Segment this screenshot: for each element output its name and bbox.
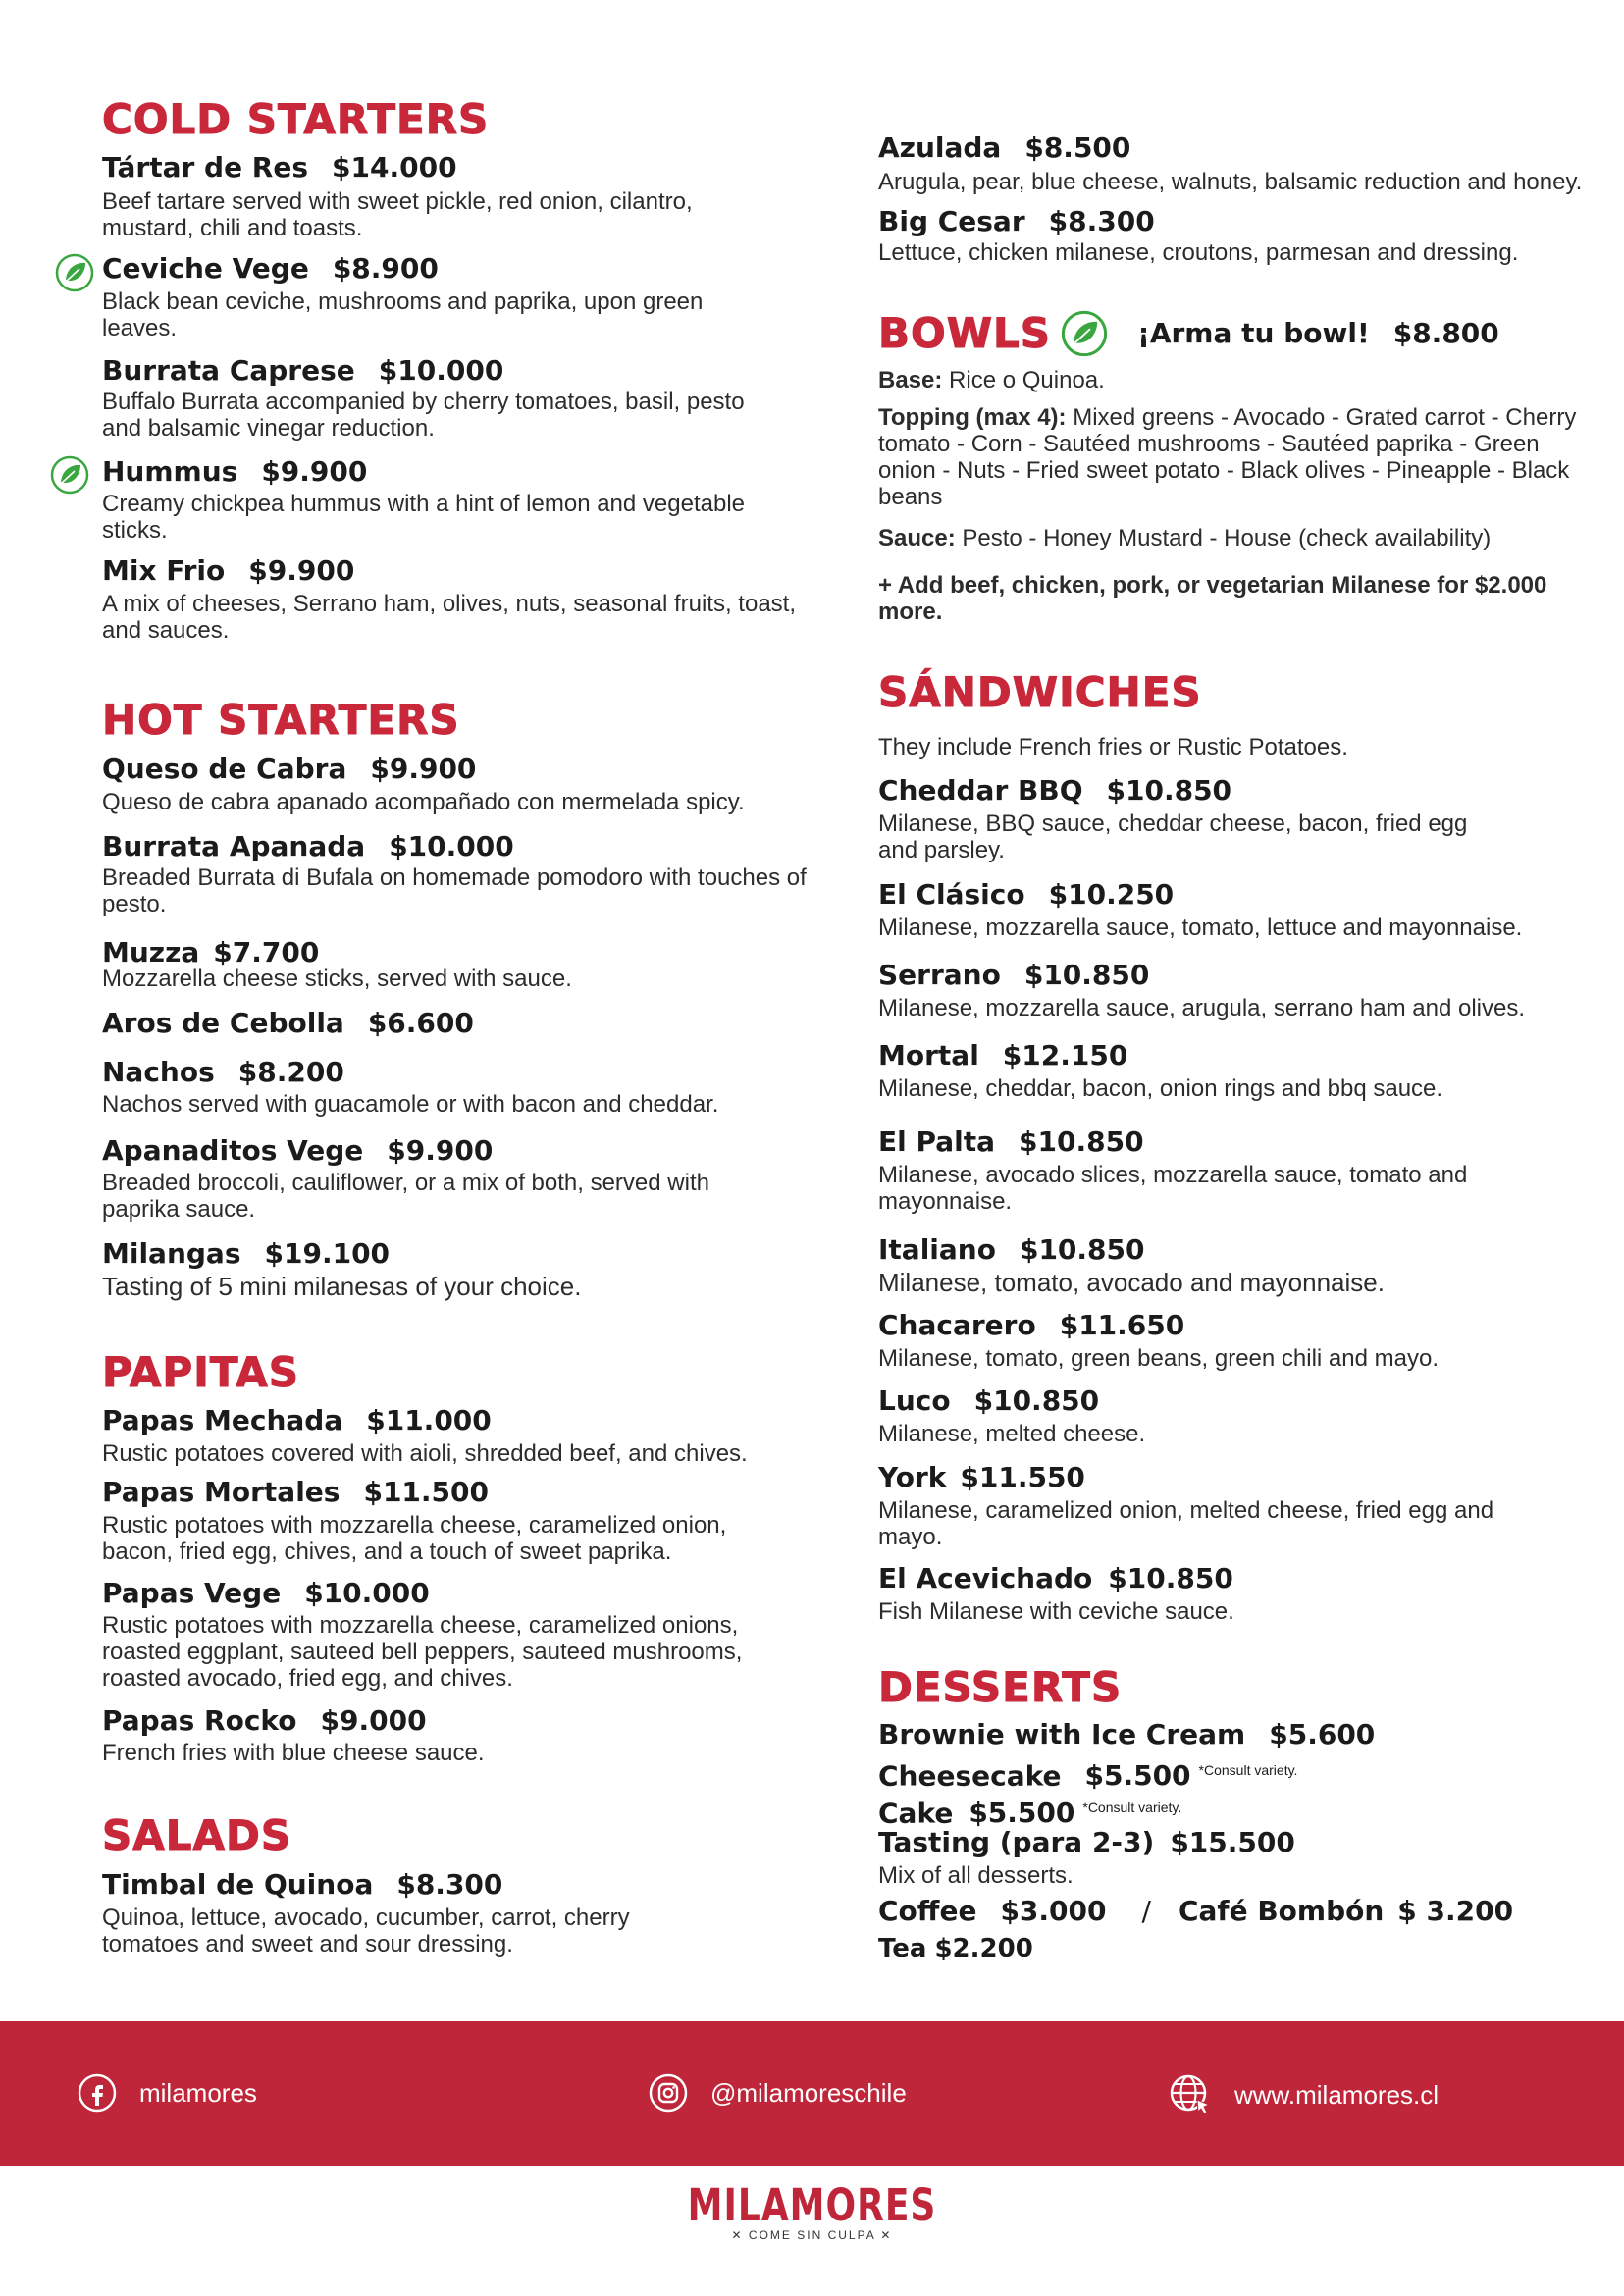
item-note: *Consult variety. — [1082, 1800, 1182, 1815]
item-name: Nachos — [102, 1056, 215, 1088]
item-price: $10.250 — [1048, 878, 1175, 911]
menu-item — [102, 355, 503, 387]
item-name: Papas Rocko — [102, 1704, 297, 1737]
item-description: French fries with blue cheese sauce. — [102, 1740, 485, 1766]
menu-item — [102, 1135, 493, 1167]
item-price: $5.500 — [1084, 1759, 1191, 1793]
sauce-text: Pesto - Honey Mustard - House (check availability) — [962, 525, 1492, 551]
menu-item — [878, 206, 1155, 237]
item-name: Apanaditos Vege — [102, 1134, 364, 1167]
item-price: $19.100 — [264, 1237, 391, 1270]
item-description: Fish Milanese with ceviche sauce. — [878, 1598, 1234, 1625]
base-label: Base: — [878, 367, 943, 393]
item-price: $9.900 — [248, 554, 355, 587]
item-price: $8.200 — [237, 1056, 344, 1088]
item-price: $10.000 — [378, 354, 504, 387]
item-description: Beef tartare served with sweet pickle, red onion, cilantro, mustard, chili and toasts. — [102, 188, 693, 241]
item-price: $10.850 — [1019, 1125, 1144, 1158]
menu-item — [102, 1405, 492, 1436]
dessert-item — [878, 1719, 1375, 1750]
item-price: $10.850 — [973, 1384, 1100, 1417]
item-price: $10.850 — [1019, 1233, 1145, 1266]
dessert-item — [878, 1896, 1513, 1927]
item-name: Queso de Cabra — [102, 753, 347, 785]
bowls-price: $8.800 — [1392, 317, 1499, 349]
item-name: Milangas — [102, 1237, 241, 1270]
item-name: Café Bombón — [1178, 1895, 1385, 1927]
item-description: Mozzarella cheese sticks, served with sauce. — [102, 965, 572, 992]
item-description: Milanese, avocado slices, mozzarella sauce, tomato and mayonnaise. — [878, 1162, 1468, 1215]
facebook-handle: milamores — [139, 2077, 257, 2108]
dessert-item — [878, 1933, 1033, 1964]
item-price: $9.900 — [387, 1134, 494, 1167]
item-price: $10.850 — [1108, 1562, 1233, 1594]
item-price: $9.900 — [370, 753, 477, 785]
item-description: Breaded Burrata di Bufala on homemade pomodoro with touches of pesto. — [102, 864, 807, 917]
menu-item — [102, 831, 514, 862]
item-description: Breaded broccoli, cauliflower, or a mix of both, served with paprika sauce. — [102, 1170, 709, 1223]
item-price: $11.500 — [363, 1476, 489, 1508]
item-name: Papas Vege — [102, 1577, 282, 1609]
item-description: Milanese, melted cheese. — [878, 1421, 1146, 1447]
item-description: Quinoa, lettuce, avocado, cucumber, carrot, cherry tomatoes and sweet and sour dressing. — [102, 1905, 630, 1957]
item-description: Tasting of 5 mini milanesas of your choice. — [102, 1272, 582, 1301]
sandwiches-intro: They include French fries or Rustic Potatoes. — [878, 734, 1348, 760]
item-price: $8.300 — [1048, 205, 1155, 237]
item-name: Italiano — [878, 1233, 996, 1266]
item-name: Cake — [878, 1797, 954, 1830]
item-name: Papas Mortales — [102, 1476, 341, 1508]
instagram-icon — [648, 2072, 689, 2113]
brand-logo — [0, 2180, 1624, 2242]
menu-item — [102, 1057, 344, 1088]
fork-knife-icon: ✕ — [880, 2228, 893, 2242]
website-link[interactable] — [1168, 2072, 1439, 2117]
item-description: Milanese, mozzarella sauce, arugula, serrano ham and olives. — [878, 995, 1526, 1021]
item-price: $10.850 — [1023, 959, 1150, 991]
item-price: $15.500 — [1170, 1826, 1295, 1858]
item-description: Rustic potatoes covered with aioli, shredded beef, and chives. — [102, 1440, 748, 1467]
cold-starters-heading: COLD STARTERS — [102, 95, 490, 143]
item-name: Papas Mechada — [102, 1404, 343, 1436]
menu-item — [102, 1705, 427, 1737]
sandwiches-heading: SÁNDWICHES — [878, 668, 1202, 716]
item-price: $2.200 — [934, 1934, 1033, 1963]
item-price: $5.600 — [1269, 1718, 1376, 1750]
item-description: Milanese, tomato, avocado and mayonnaise. — [878, 1268, 1385, 1297]
salads-heading: SALADS — [102, 1811, 292, 1859]
item-name: Tasting (para 2-3) — [878, 1826, 1155, 1858]
fork-knife-icon: ✕ — [731, 2228, 744, 2242]
item-price: $11.650 — [1059, 1309, 1185, 1341]
bowls-sauce — [878, 525, 1595, 551]
footer-bar — [0, 2021, 1624, 2166]
item-price: $3.000 — [1000, 1895, 1107, 1927]
item-description: Milanese, tomato, green beans, green chili and mayo. — [878, 1345, 1439, 1372]
item-price: $11.000 — [366, 1404, 492, 1436]
item-name: Chacarero — [878, 1309, 1036, 1341]
item-description: Buffalo Burrata accompanied by cherry tomatoes, basil, pesto and balsamic vinegar reduction. — [102, 389, 745, 442]
item-description: Rustic potatoes with mozzarella cheese, caramelized onions, roasted eggplant, sauteed bell peppers, sauteed mushrooms, roasted avocado, fried egg, and chives. — [102, 1612, 743, 1692]
topping-text: Mixed greens - Avocado - Grated carrot - Cherry tomato - Corn - Sautéed mushrooms - Sautéed paprika - Green onion - Nuts - Fried sweet potato - Black olives - Pineapple - Black beans — [878, 404, 1577, 510]
menu-item — [102, 555, 354, 587]
sauce-label: Sauce: — [878, 525, 956, 551]
item-name: Burrata Caprese — [102, 354, 355, 387]
hot-starters-heading: HOT STARTERS — [102, 696, 460, 744]
facebook-icon — [77, 2072, 118, 2113]
item-name: Cheddar BBQ — [878, 774, 1083, 807]
item-name: Hummus — [102, 455, 238, 488]
menu-item — [102, 1869, 502, 1901]
bowls-heading: BOWLS — [878, 309, 1052, 357]
instagram-link[interactable] — [648, 2072, 907, 2113]
item-description: Black bean ceviche, mushrooms and paprika, upon green leaves. — [102, 288, 704, 341]
item-description: Milanese, cheddar, bacon, onion rings and bbq sauce. — [878, 1075, 1443, 1102]
menu-item — [878, 775, 1231, 807]
menu-item — [102, 253, 439, 285]
instagram-handle: @milamoreschile — [710, 2077, 907, 2108]
item-name: Coffee — [878, 1895, 977, 1927]
menu-item — [878, 1462, 1085, 1493]
bowls-topping — [878, 404, 1595, 510]
menu-item — [102, 1008, 474, 1039]
menu-item — [878, 1563, 1233, 1594]
desserts-heading: DESSERTS — [878, 1663, 1123, 1711]
item-name: Tártar de Res — [102, 151, 309, 183]
item-note: *Consult variety. — [1198, 1762, 1298, 1778]
separator: / — [1141, 1895, 1151, 1927]
item-price: $5.500 — [969, 1797, 1075, 1830]
item-name: Burrata Apanada — [102, 830, 366, 862]
globe-icon — [1168, 2072, 1213, 2117]
logo-wordmark: MILAMORES — [687, 2180, 937, 2232]
menu-item — [878, 1385, 1099, 1417]
item-price: $10.000 — [304, 1577, 430, 1609]
topping-label: Topping (max 4): — [878, 404, 1067, 431]
item-description: Lettuce, chicken milanese, croutons, parmesan and dressing. — [878, 239, 1519, 266]
menu-item — [102, 1238, 390, 1270]
item-price: $ 3.200 — [1397, 1895, 1514, 1927]
item-name: Mix Frio — [102, 554, 226, 587]
item-price: $8.500 — [1024, 131, 1131, 164]
menu-item — [878, 960, 1149, 991]
item-description: Rustic potatoes with mozzarella cheese, caramelized onion, bacon, fried egg, chives, and a touch of sweet paprika. — [102, 1512, 727, 1565]
menu-item — [878, 1126, 1144, 1158]
base-text: Rice o Quinoa. — [949, 367, 1105, 393]
item-price: $14.000 — [332, 151, 457, 183]
item-name: Timbal de Quinoa — [102, 1868, 374, 1901]
website-url: www.milamores.cl — [1234, 2079, 1440, 2110]
item-price: $11.550 — [960, 1461, 1085, 1493]
item-description: Milanese, caramelized onion, melted cheese, fried egg and mayo. — [878, 1497, 1494, 1550]
menu-item — [102, 1578, 430, 1609]
item-price: $8.300 — [396, 1868, 503, 1901]
vegan-leaf-icon — [55, 253, 94, 292]
item-name: El Acevichado — [878, 1562, 1093, 1594]
dessert-item — [878, 1754, 1297, 1792]
menu-item — [102, 1477, 489, 1508]
bowls-base — [878, 367, 1595, 393]
bowls-subtitle: ¡Arma tu bowl! — [1137, 317, 1370, 349]
item-name: Cheesecake — [878, 1759, 1062, 1793]
menu-item — [878, 1234, 1145, 1266]
papitas-heading: PAPITAS — [102, 1348, 299, 1396]
item-name: El Clásico — [878, 878, 1025, 911]
item-name: Muzza — [102, 936, 200, 968]
item-description: A mix of cheeses, Serrano ham, olives, nuts, seasonal fruits, toast, and sauces. — [102, 591, 797, 644]
menu-item — [878, 879, 1174, 911]
item-name: El Palta — [878, 1125, 996, 1158]
item-price: $12.150 — [1002, 1039, 1128, 1071]
item-name: Ceviche Vege — [102, 252, 309, 285]
bowls-header — [878, 310, 1499, 357]
menu-item — [878, 1040, 1127, 1071]
item-price: $6.600 — [367, 1007, 474, 1039]
dessert-item — [878, 1827, 1295, 1858]
item-description: Milanese, BBQ sauce, cheddar cheese, bacon, fried egg and parsley. — [878, 810, 1468, 863]
item-price: $10.000 — [389, 830, 514, 862]
menu-item — [102, 754, 476, 785]
item-description: Creamy chickpea hummus with a hint of lemon and vegetable sticks. — [102, 491, 746, 544]
item-price: $10.850 — [1106, 774, 1232, 807]
item-description: Mix of all desserts. — [878, 1862, 1074, 1889]
item-description: Milanese, mozzarella sauce, tomato, lettuce and mayonnaise. — [878, 914, 1523, 941]
menu-item — [878, 1310, 1184, 1341]
item-name: Luco — [878, 1384, 951, 1417]
vegan-leaf-icon — [1061, 310, 1108, 357]
item-name: Azulada — [878, 131, 1002, 164]
menu-item — [102, 456, 367, 488]
item-price: $9.000 — [320, 1704, 427, 1737]
facebook-link[interactable] — [77, 2072, 257, 2113]
item-name: Mortal — [878, 1039, 979, 1071]
vegan-leaf-icon — [50, 455, 89, 495]
item-name: Tea — [878, 1934, 927, 1963]
item-name: Serrano — [878, 959, 1001, 991]
item-price: $8.900 — [332, 252, 439, 285]
item-price: $7.700 — [213, 936, 320, 968]
tagline-text: COME SIN CULPA — [748, 2228, 876, 2242]
bowls-addon: + Add beef, chicken, pork, or vegetarian Milanese for $2.000 more. — [878, 572, 1547, 625]
item-name: Brownie with Ice Cream — [878, 1718, 1246, 1750]
item-name: Big Cesar — [878, 205, 1025, 237]
menu-item — [102, 152, 457, 183]
item-description: Nachos served with guacamole or with bacon and cheddar. — [102, 1091, 719, 1118]
item-name: Aros de Cebolla — [102, 1007, 344, 1039]
menu-item — [878, 132, 1130, 164]
item-description: Queso de cabra apanado acompañado con mermelada spicy. — [102, 789, 745, 815]
item-price: $9.900 — [261, 455, 368, 488]
item-name: York — [878, 1461, 947, 1493]
menu-item — [102, 937, 319, 968]
item-description: Arugula, pear, blue cheese, walnuts, balsamic reduction and honey. — [878, 169, 1583, 195]
dessert-item — [878, 1792, 1181, 1829]
